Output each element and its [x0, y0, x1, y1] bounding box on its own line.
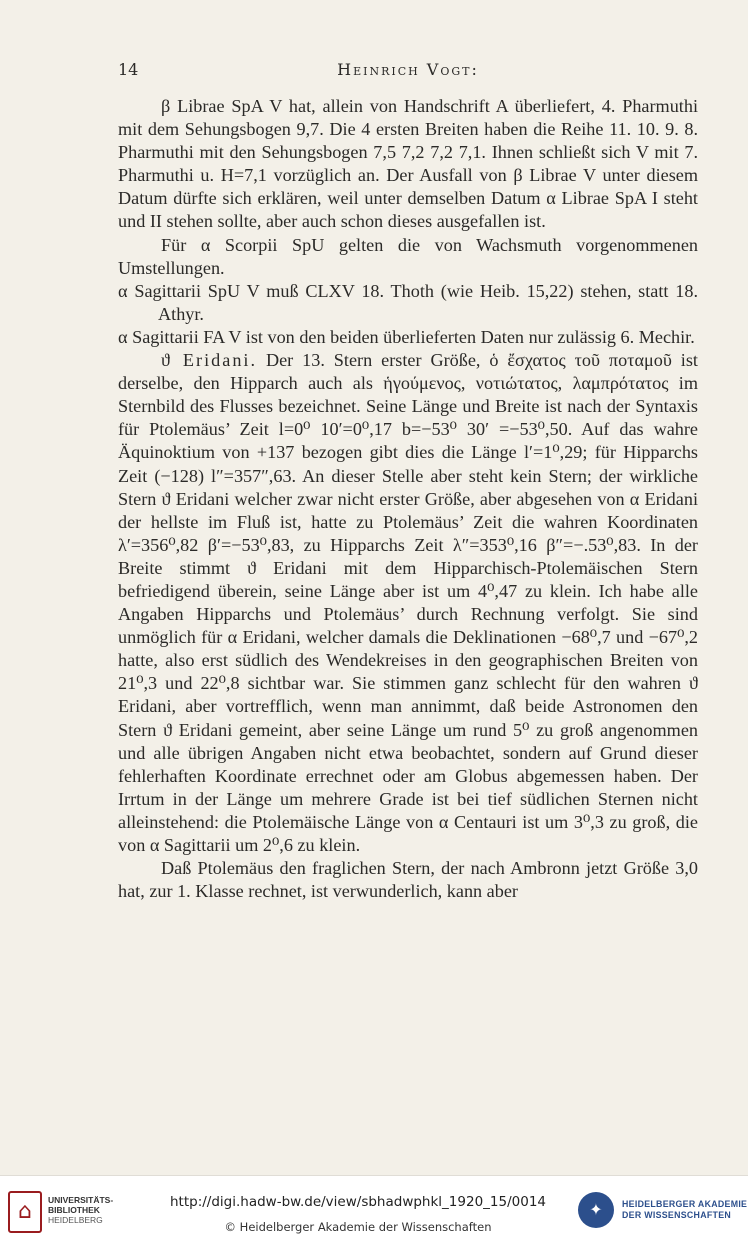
page-header: [118, 60, 698, 82]
logo-text-line: HEIDELBERGER AKADEMIE: [622, 1199, 748, 1209]
page-number: 14: [118, 60, 139, 79]
paragraph: Für α Scorpii SpU gelten die von Wachsmuth vorgenommenen Umstellungen.: [118, 234, 698, 278]
paragraph: α Sagittarii FA V ist von den beiden überlieferten Daten nur zulässig 6. Mechir.: [118, 326, 695, 347]
paragraph: [118, 349, 698, 857]
body-text: [118, 95, 698, 903]
copyright-notice: © Heidelberger Akademie der Wissenschaften: [224, 1220, 492, 1234]
permalink-url[interactable]: http://digi.hadw-bw.de/view/sbhadwphkl_1920_15/0014: [170, 1194, 546, 1210]
section-heading: ϑ Eridani.: [161, 350, 258, 371]
paragraph-text: Der 13. Stern erster Größe, ὁ ἔσχατος τοῦ ποταμοῦ ist derselbe, den Hipparch auch als ἡγούμενος, νοτιώτατος, λαμπρότατος im Sternbild des Flusses bezeichnet. Seine Länge und Breite ist nach der Syntaxis für Ptolemäus’ Zeit l=0⁰ 10′=0⁰,17 b=−53⁰ 30′ =−53⁰,50. Auf das wahre Äquinoktium von +137 bezogen gibt dies die Länge l′=1⁰,29; für Hipparchs Zeit (−128) l″=357″,63. An dieser Stelle aber steht kein Stern; der wirkliche Stern ϑ Eridani welcher zwar nicht erster Größe, aber abgesehen von α Eridani der hellste im Fluß ist, hatte zu Ptolemäus’ Zeit die wahren Koordinaten λ′=356⁰,82 β′=−53⁰,83, zu Hipparchs Zeit λ″=353⁰,16 β″=−.53⁰,83. In der Breite stimmt ϑ Eridani mit dem Hipparchisch-Ptolemäischen Stern befriedigend überein, seine Länge aber ist um 4⁰,47 zu klein. Ich habe alle Angaben Hipparchs und Ptolemäus’ durch Rechnung verfolgt. Sie sind unmöglich für α Eridani, welcher damals die Deklinationen −68⁰,7 und −67⁰,2 hatte, also erst südlich des Wendekreises in den geographischen Breiten von 21⁰,3 und 22⁰,8 sichtbar war. Sie stimmen ganz schlecht für den wahren ϑ Eridani, aber vortrefflich, wenn man annimmt, daß beide Astronomen den Stern ϑ Eridani gemeint, aber seine Länge um rund 5⁰ zu groß angenommen und alle übrigen Angaben nicht etwa beobachtet, sondern auf Grund dieser fehlerhaften Koordinate errechnet oder am Globus abgemessen haben. Der Irrtum in der Länge um mehrere Grade ist bei tief südlichen Sternen nicht alleinstehend: die Ptolemäische Länge von α Centauri ist um 3⁰,3 zu groß, die von α Sagittarii um 2⁰,6 zu klein.: [118, 350, 698, 855]
logo-text-line: HEIDELBERG: [48, 1215, 103, 1225]
university-library-logo[interactable]: [8, 1191, 148, 1233]
logo-text-line: UNIVERSITÄTS-: [48, 1195, 114, 1205]
academy-logo[interactable]: [578, 1189, 748, 1233]
logo-text-line: DER WISSENSCHAFTEN: [622, 1210, 732, 1220]
paragraph: α Sagittarii SpU V muß CLXV 18. Thoth (wie Heib. 15,22) stehen, statt 18. Athyr.: [118, 280, 698, 324]
academy-seal-icon: ✦: [578, 1192, 614, 1228]
running-title: Heinrich Vogt:: [337, 60, 479, 79]
paragraph: Daß Ptolemäus den fraglichen Stern, der nach Ambronn jetzt Größe 3,0 hat, zur 1. Klasse rechnet, ist verwunderlich, kann aber: [118, 858, 698, 902]
paragraph: β Librae SpA V hat, allein von Handschrift A überliefert, 4. Pharmuthi mit dem Sehungsbogen 9,7. Die 4 ersten Breiten haben die Reihe 11. 10. 9. 8. Pharmuthi mit den Sehungsbogen 7,5 7,2 7,2 7,1. Ihnen schließt sich V mit 7. Pharmuthi u. H=7,1 vorzüglich an. Der Ausfall von β Librae V unter diesem Datum dürfte sich erklären, weil unter demselben Datum α Librae SpA I steht und II stehen sollte, aber auch schon dieses ausgefallen ist.: [118, 96, 698, 232]
viewer-footer: [0, 1175, 748, 1241]
library-emblem-icon: ⌂: [8, 1191, 42, 1233]
logo-text-line: BIBLIOTHEK: [48, 1205, 100, 1215]
